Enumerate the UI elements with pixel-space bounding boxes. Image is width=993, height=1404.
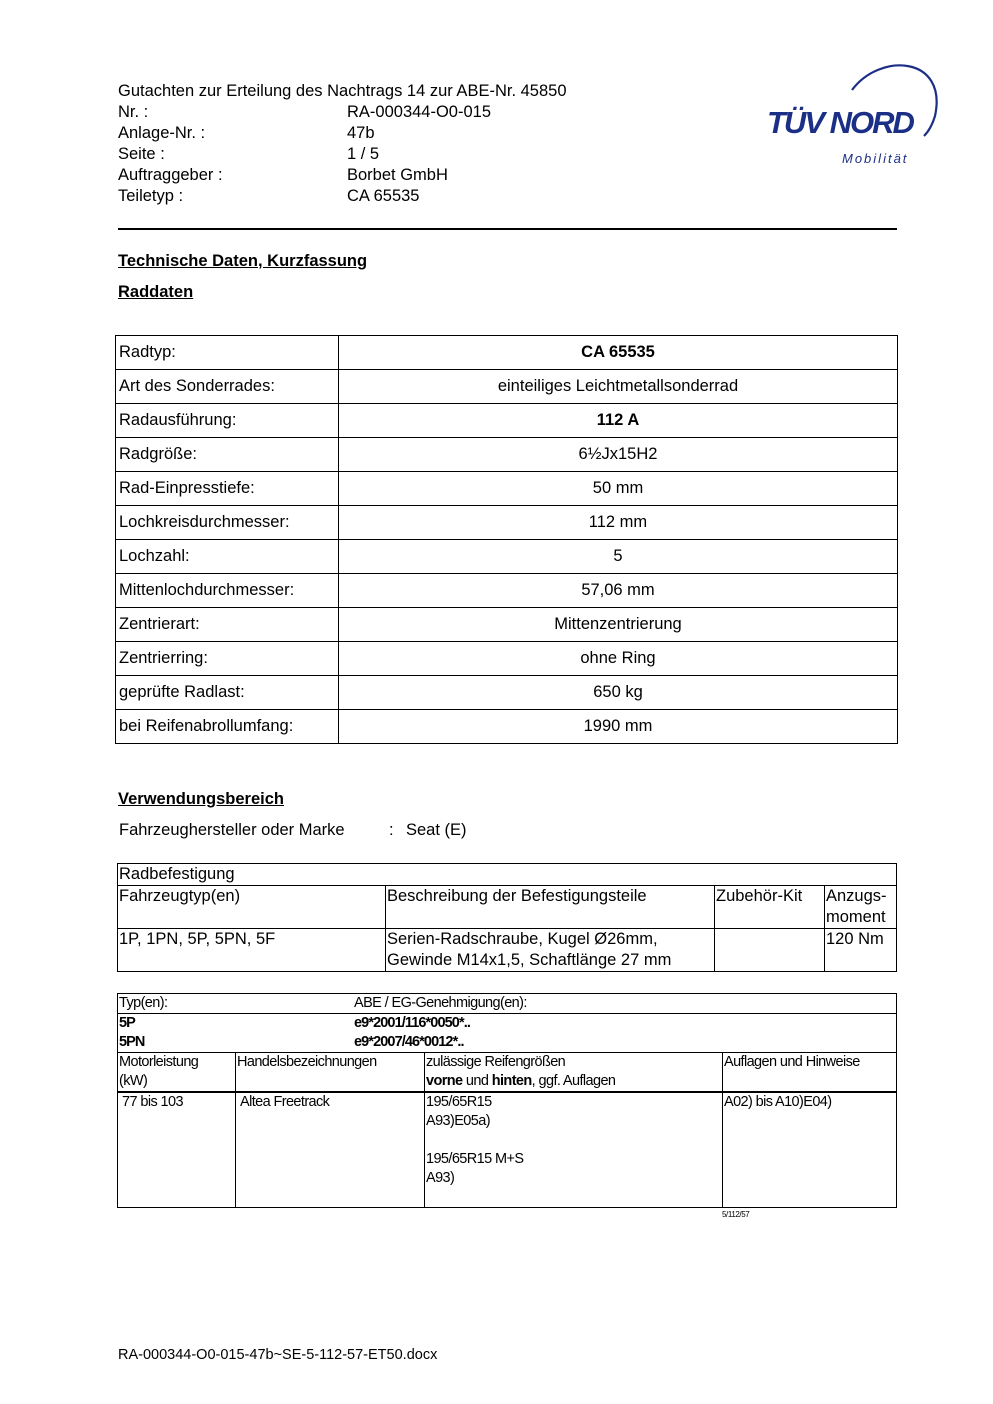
tires-header-and: und: [462, 1073, 492, 1089]
col-header-conditions: Auflagen und Hinweise: [723, 1053, 897, 1093]
section-heading-verwendungsbereich: Verwendungsbereich: [118, 790, 284, 808]
power-header-line2: (kW): [119, 1073, 148, 1089]
approval-number: e9*2001/116*0050*..: [354, 1015, 470, 1031]
cell-trade-name: Altea Freetrack: [236, 1092, 425, 1208]
table-row: [116, 540, 898, 574]
approval-header-label: ABE / EG-Genehmigung(en):: [354, 995, 527, 1011]
tires-header-front: vorne: [426, 1073, 463, 1089]
table-row: [116, 472, 898, 506]
row-value: 6½Jx15H2: [339, 438, 898, 472]
col-header-types: Fahrzeugtyp(en): [118, 886, 386, 929]
row-label: Radausführung:: [116, 404, 339, 438]
tires-header-rear: hinten: [491, 1073, 532, 1089]
field-value: 1 / 5: [347, 145, 380, 163]
cell-kit: [715, 929, 825, 972]
row-value: 650 kg: [339, 676, 898, 710]
cell-conditions: A02) bis A10)E04): [723, 1092, 897, 1208]
row-value: 1990 mm: [339, 710, 898, 744]
table-row: [116, 642, 898, 676]
cell-tires: [425, 1092, 723, 1208]
tire-notes: A93): [426, 1170, 455, 1186]
table-row: [116, 336, 898, 370]
col-header-power: [118, 1053, 236, 1093]
table-row: [116, 710, 898, 744]
section-heading-technische-daten: Technische Daten, Kurzfassung: [118, 252, 368, 270]
tuv-nord-logo: [760, 58, 945, 173]
reference-code: 5/112/57: [722, 1210, 750, 1219]
col-header-description: Beschreibung der Befestigungsteile: [386, 886, 715, 929]
document-title: Gutachten zur Erteilung des Nachtrags 14 zur ABE-Nr. 45850: [118, 82, 567, 100]
row-value: ohne Ring: [339, 642, 898, 676]
row-value: 5: [339, 540, 898, 574]
row-label: bei Reifenabrollumfang:: [116, 710, 339, 744]
table-row: [118, 1092, 897, 1208]
logo-subtitle: Mobilität: [842, 151, 909, 166]
field-label: Auftraggeber :: [118, 166, 223, 184]
table-row: [116, 438, 898, 472]
description-line1: Serien-Radschraube, Kugel Ø26mm,: [387, 930, 658, 948]
row-value: 50 mm: [339, 472, 898, 506]
row-value: 112 mm: [339, 506, 898, 540]
tire-notes: A93)E05a): [426, 1113, 490, 1129]
cell-description: [386, 929, 715, 972]
row-label: Mittenlochdurchmesser:: [116, 574, 339, 608]
col-header-tires: [425, 1053, 723, 1093]
types-header-label: Typ(en):: [119, 995, 168, 1011]
row-label: Radtyp:: [116, 336, 339, 370]
row-label: Art des Sonderrades:: [116, 370, 339, 404]
col-header-trade-names: Handelsbezeichnungen: [236, 1053, 425, 1093]
table-row: [116, 506, 898, 540]
tires-header-line1: zulässige Reifengrößen: [426, 1054, 566, 1070]
row-value: 57,06 mm: [339, 574, 898, 608]
field-label: Anlage-Nr. :: [118, 124, 206, 142]
row-value: einteiliges Leichtmetallsonderrad: [339, 370, 898, 404]
cell-torque: 120 Nm: [825, 929, 897, 972]
cell-types: 1P, 1PN, 5P, 5PN, 5F: [118, 929, 386, 972]
manufacturer-separator: :: [389, 821, 394, 839]
row-label: Lochkreisdurchmesser:: [116, 506, 339, 540]
field-label: Teiletyp :: [118, 187, 184, 205]
footer-filename: RA-000344-O0-015-47b~SE-5-112-57-ET50.docx: [118, 1347, 438, 1363]
vehicle-type: 5PN: [119, 1034, 145, 1050]
header-divider: [118, 228, 897, 230]
description-line2: Gewinde M14x1,5, Schaftlänge 27 mm: [387, 951, 672, 969]
tire-size: 195/65R15: [426, 1094, 492, 1110]
logo-brand: TÜV NORD: [767, 105, 913, 140]
table-row: [116, 608, 898, 642]
table-row: [118, 929, 897, 972]
tire-size: 195/65R15 M+S: [426, 1151, 524, 1167]
vehicle-types-table: [117, 993, 897, 1208]
row-label: Zentrierart:: [116, 608, 339, 642]
table-row: [116, 370, 898, 404]
field-value: RA-000344-O0-015: [347, 103, 492, 121]
table-row: [116, 574, 898, 608]
field-value: CA 65535: [347, 187, 420, 205]
row-label: Lochzahl:: [116, 540, 339, 574]
row-label: Rad-Einpresstiefe:: [116, 472, 339, 506]
col-header-kit: Zubehör-Kit: [715, 886, 825, 929]
torque-header-line1: Anzugs-: [826, 887, 887, 905]
row-value: CA 65535: [339, 336, 898, 370]
table-row: [116, 676, 898, 710]
tires-header-notes: , ggf. Auflagen: [531, 1073, 616, 1089]
approval-number: e9*2007/46*0012*..: [354, 1034, 464, 1050]
field-label: Nr. :: [118, 103, 149, 121]
torque-header-line2: moment: [826, 908, 886, 926]
row-value: 112 A: [339, 404, 898, 438]
table-header-row: [118, 1053, 897, 1093]
vehicle-type: 5P: [119, 1015, 135, 1031]
section-heading-raddaten: Raddaten: [118, 283, 194, 301]
manufacturer-value: Seat (E): [406, 821, 467, 839]
wheel-data-table: [115, 335, 898, 744]
row-label: Radgröße:: [116, 438, 339, 472]
power-header-line1: Motorleistung: [119, 1054, 199, 1070]
table-header-row: [118, 886, 897, 929]
fastening-title: Radbefestigung: [118, 864, 897, 886]
row-label: Zentrierring:: [116, 642, 339, 676]
table-row: [116, 404, 898, 438]
field-value: Borbet GmbH: [347, 166, 448, 184]
manufacturer-label: Fahrzeughersteller oder Marke: [119, 821, 345, 839]
col-header-torque: [825, 886, 897, 929]
wheel-fastening-table: [117, 863, 897, 972]
manufacturer-line: [119, 821, 467, 840]
field-label: Seite :: [118, 145, 165, 163]
table-row: [118, 1014, 897, 1053]
cell-power: 77 bis 103: [118, 1092, 236, 1208]
row-label: geprüfte Radlast:: [116, 676, 339, 710]
field-value: 47b: [347, 124, 375, 142]
table-header-row: [118, 994, 897, 1014]
table-row: [118, 864, 897, 886]
row-value: Mittenzentrierung: [339, 608, 898, 642]
